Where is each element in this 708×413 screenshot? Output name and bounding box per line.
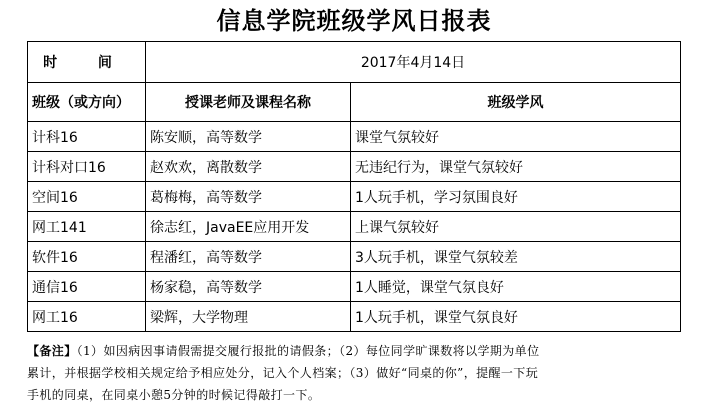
teacher-cell: 葛梅梅，高等数学 xyxy=(146,182,351,212)
report-date: 2017年4月14日 xyxy=(146,42,681,83)
style-cell: 1人玩手机，课堂气氛良好 xyxy=(351,302,681,332)
style-cell: 1人玩手机，学习氛围良好 xyxy=(351,182,681,212)
time-label: 时 间 xyxy=(28,42,146,83)
header-teacher: 授课老师及课程名称 xyxy=(146,83,351,122)
table-row xyxy=(28,122,681,152)
style-cell: 无违纪行为，课堂气氛较好 xyxy=(351,152,681,182)
table-row xyxy=(28,242,681,272)
remarks-line-2: 累计，并根据学校相关规定给予相应处分，记入个人档案；（3）做好“同桌的你”，提醒一下玩 xyxy=(27,366,539,380)
style-cell: 3人玩手机，课堂气氛较差 xyxy=(351,242,681,272)
header-row xyxy=(28,83,681,122)
remarks-note xyxy=(27,340,682,406)
class-cell: 空间16 xyxy=(28,182,146,212)
remarks-text-1: （1）如因病因事请假需提交履行报批的请假条；（2）每位同学旷课数将以学期为单位 xyxy=(76,344,540,358)
style-cell: 1人睡觉，课堂气氛良好 xyxy=(351,272,681,302)
table-row xyxy=(28,212,681,242)
remarks-line-1 xyxy=(27,340,682,362)
class-cell: 通信16 xyxy=(28,272,146,302)
teacher-cell: 赵欢欢，离散数学 xyxy=(146,152,351,182)
teacher-cell: 杨家稳，高等数学 xyxy=(146,272,351,302)
teacher-cell: 陈安顺，高等数学 xyxy=(146,122,351,152)
table-row xyxy=(28,302,681,332)
header-style: 班级学风 xyxy=(351,83,681,122)
class-cell: 计科16 xyxy=(28,122,146,152)
header-class: 班级（或方向） xyxy=(28,83,146,122)
table-row xyxy=(28,272,681,302)
remarks-lead: 【备注】 xyxy=(27,344,77,358)
page-title: 信息学院班级学风日报表 xyxy=(216,6,492,35)
teacher-cell: 程潘红，高等数学 xyxy=(146,242,351,272)
time-row xyxy=(28,42,681,83)
teacher-cell: 徐志红，JavaEE应用开发 xyxy=(146,212,351,242)
report-table xyxy=(27,41,681,332)
teacher-cell: 梁辉，大学物理 xyxy=(146,302,351,332)
table-row xyxy=(28,152,681,182)
class-cell: 网工16 xyxy=(28,302,146,332)
style-cell: 上课气氛较好 xyxy=(351,212,681,242)
class-cell: 网工141 xyxy=(28,212,146,242)
class-cell: 计科对口16 xyxy=(28,152,146,182)
class-cell: 软件16 xyxy=(28,242,146,272)
style-cell: 课堂气氛较好 xyxy=(351,122,681,152)
table-row xyxy=(28,182,681,212)
remarks-line-3: 手机的同桌，在同桌小憩5分钟的时候记得敲打一下。 xyxy=(27,388,321,402)
